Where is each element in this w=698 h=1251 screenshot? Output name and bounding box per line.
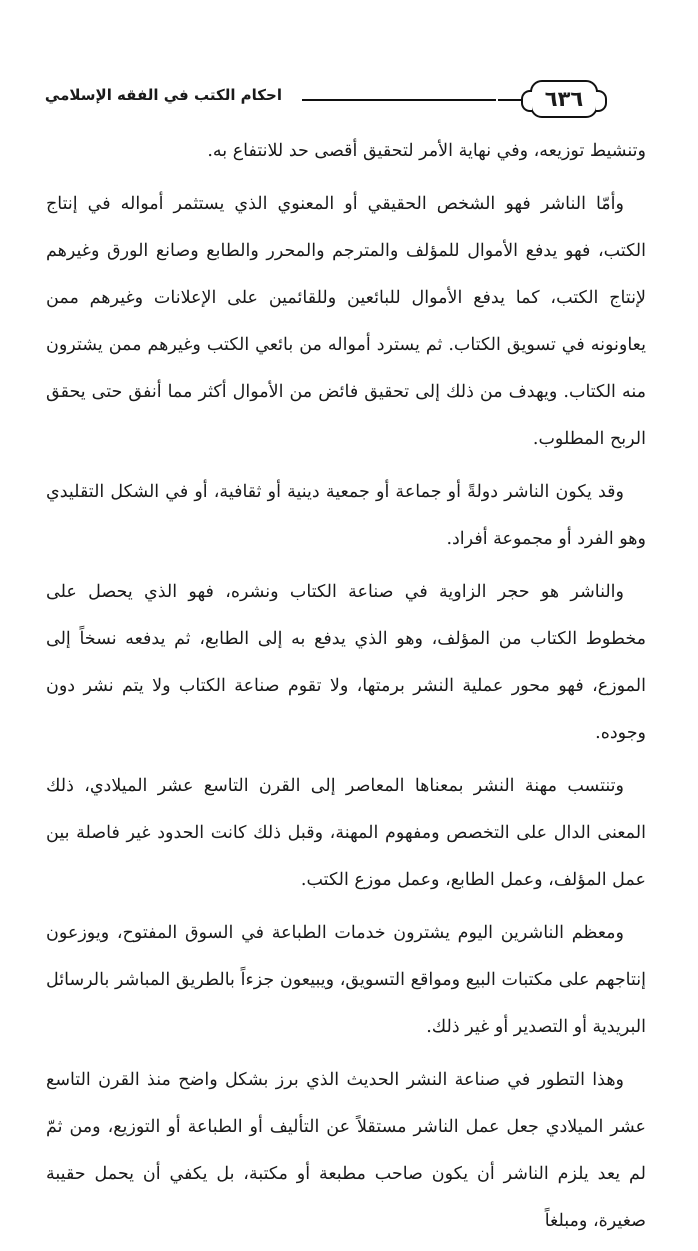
paragraph: وهذا التطور في صناعة النشر الحديث الذي برز بشكل واضح منذ القرن التاسع عشر الميلادي جعل عمل الناشر مستقلاً عن التأليف أو الطباعة أو التوزيع، ومن ثمّ لم يعد يلزم الناشر أن يكون صاحب مطبعة أو مكتبة، بل يكفي أن يحمل حقيبة صغيرة، ومبلغاً [46, 1070, 646, 1231]
page-body [46, 128, 646, 1251]
running-title: احكام الكتب في الفقه الإسلامي [44, 86, 282, 104]
paragraph: ومعظم الناشرين اليوم يشترون خدمات الطباعة في السوق المفتوح، ويوزعون إنتاجهم على مكتبات البيع ومواقع التسويق، ويبيعون جزءاً بالطريق المباشر بالرسائل البريدية أو التصدير أو غير ذلك. [46, 923, 646, 1037]
paragraph: وتنشيط توزيعه، وفي نهاية الأمر لتحقيق أقصى حد للانتفاع به. [207, 141, 646, 161]
header-rule-middle [302, 99, 496, 101]
paragraph: وأمّا الناشر فهو الشخص الحقيقي أو المعنوي الذي يستثمر أمواله في إنتاج الكتب، فهو يدفع الأموال للمؤلف والمترجم والمحرر والطابع وصانع الورق وغيرهم لإنتاج الكتب، كما يدفع الأموال للبائعين وللقائمين على الإعلانات وغيرهم ممن يعاونونه في تسويق الكتاب. ثم يسترد أمواله من بائعي الكتب وغيرهم ممن يشترون منه الكتاب. ويهدف من ذلك إلى تحقيق فائض من الأموال أكثر مما أنفق حتى يحقق الربح المطلوب. [46, 194, 646, 449]
page-number: ٦٣٦ [544, 87, 584, 111]
page-number-badge [530, 80, 598, 118]
paragraph: وتنتسب مهنة النشر بمعناها المعاصر إلى القرن التاسع عشر الميلادي، ذلك المعنى الدال على التخصص ومفهوم المهنة، وقبل ذلك كانت الحدود غير فاصلة بين عمل المؤلف، وعمل الطابع، وعمل موزع الكتب. [46, 776, 646, 890]
running-header [28, 80, 664, 120]
paragraph: والناشر هو حجر الزاوية في صناعة الكتاب ونشره، فهو الذي يحصل على مخطوط الكتاب من المؤلف، وهو الذي يدفع به إلى الطابع، ثم يدفعه نسخاً إلى الموزع، فهو محور عملية النشر برمتها، ولا تقوم صناعة الكتاب ولا يتم نشر دون وجوده. [46, 582, 646, 743]
paragraph: وقد يكون الناشر دولةً أو جماعة أو جمعية دينية أو ثقافية، أو في الشكل التقليدي وهو الفرد أو مجموعة أفراد. [46, 482, 646, 549]
